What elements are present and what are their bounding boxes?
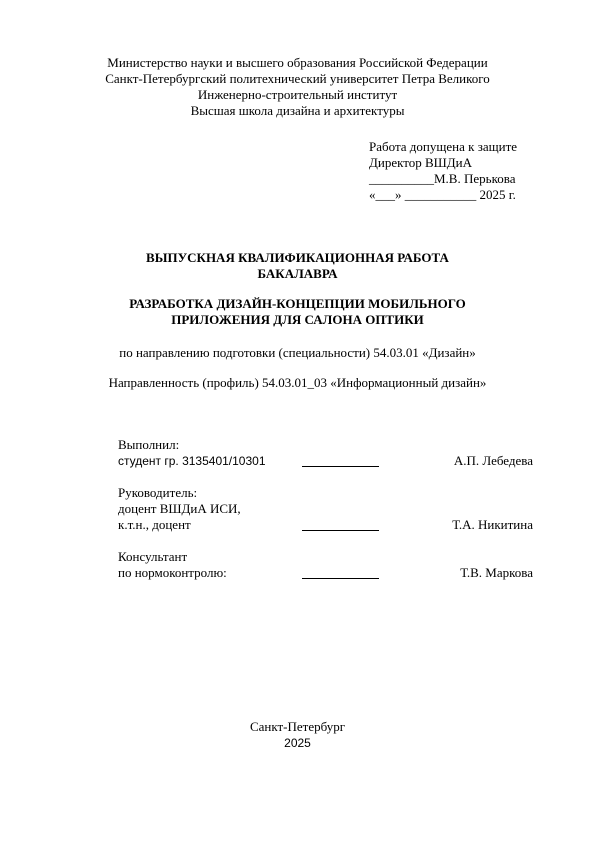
work-title	[0, 296, 595, 328]
institute-line: Инженерно-строительный институт	[197, 87, 398, 102]
approval-line-3: __________М.В. Перькова	[369, 171, 516, 186]
supervisor-signature-line	[302, 530, 379, 531]
approval-line-1: Работа допущена к защите	[369, 139, 518, 154]
author-name: А.П. Лебедева	[453, 453, 533, 468]
supervisor-position-1: доцент ВШДиА ИСИ,	[118, 501, 241, 516]
consultant-signature-line	[302, 578, 379, 579]
approval-block	[369, 139, 517, 203]
approval-line-2: Директор ВШДиА	[369, 155, 472, 170]
author-role: Выполнил:	[118, 437, 180, 452]
author-row	[118, 453, 533, 469]
consultant-row	[118, 565, 533, 581]
work-title-line-2: ПРИЛОЖЕНИЯ ДЛЯ САЛОНА ОПТИКИ	[171, 312, 424, 327]
institution-header	[0, 55, 595, 119]
work-title-line-1: РАЗРАБОТКА ДИЗАЙН-КОНЦЕПЦИИ МОБИЛЬНОГО	[129, 296, 466, 311]
author-position: студент гр. 3135401/10301	[118, 454, 266, 468]
work-type-line-1: ВЫПУСКНАЯ КВАЛИФИКАЦИОННАЯ РАБОТА	[146, 250, 449, 265]
ministry-line: Министерство науки и высшего образования Российской Федерации	[107, 55, 488, 70]
work-type	[0, 250, 595, 282]
author-block	[118, 437, 533, 469]
approval-line-4: «___» ___________ 2025 г.	[369, 187, 516, 202]
supervisor-row	[118, 517, 533, 533]
consultant-block	[118, 549, 533, 581]
consultant-name: Т.В. Маркова	[460, 565, 533, 580]
supervisor-role: Руководитель:	[118, 485, 198, 500]
footer-year: 2025	[284, 736, 311, 750]
author-signature-line	[302, 466, 379, 467]
direction-line: по направлению подготовки (специальности) 54.03.01 «Дизайн»	[119, 345, 476, 360]
supervisor-position-2: к.т.н., доцент	[118, 517, 191, 532]
supervisor-name: Т.А. Никитина	[452, 517, 533, 532]
consultant-role: Консультант	[118, 549, 188, 564]
consultant-position: по нормоконтролю:	[118, 565, 227, 580]
university-line: Санкт-Петербургский политехнический университет Петра Великого	[105, 71, 490, 86]
footer-city: Санкт-Петербург	[249, 719, 346, 734]
supervisor-block	[118, 485, 533, 533]
work-type-line-2: БАКАЛАВРА	[257, 266, 338, 281]
school-line: Высшая школа дизайна и архитектуры	[190, 103, 405, 118]
profile-line: Направленность (профиль) 54.03.01_03 «Информационный дизайн»	[108, 375, 487, 390]
